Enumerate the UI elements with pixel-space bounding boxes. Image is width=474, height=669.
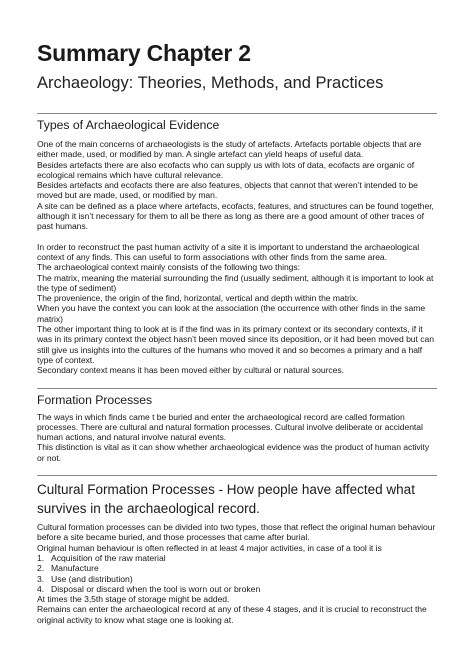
paragraph: The matrix, meaning the material surrounding the find (usually sediment, although it is important to look at the type of sediment) <box>37 272 434 293</box>
list-item <box>37 563 437 573</box>
list-number: 3. <box>37 573 45 584</box>
paragraph: One of the main concerns of archaeologists is the study of artefacts. Artefacts portable objects that are either made, used, or modified by man. A single artefact can yield heaps of useful data. <box>37 139 422 160</box>
paragraph: This distinction is vital as it can show whether archaeological evidence was the product of human activity or not. <box>37 442 430 463</box>
list-item <box>37 553 437 563</box>
list-number: 4. <box>37 583 45 594</box>
paragraph: The archaeological context mainly consists of the following two things: <box>37 262 300 273</box>
paragraph: Secondary context means it has been moved either by cultural or natural sources. <box>37 365 344 376</box>
list-text: Disposal or discard when the tool is worn out or broken <box>51 583 261 594</box>
section-heading: Formation Processes <box>37 392 153 407</box>
paragraph: Besides artefacts there are also ecofacts who can supply us with lots of data, ecofacts are organic of ecological remains which have cultural relevance. <box>37 159 415 180</box>
paragraph: Besides artefacts and ecofacts there are also features, objects that cannot that weren’t intended to be moved but are made, used, or modified by man. <box>37 180 418 201</box>
paragraph: The provenience, the origin of the find, horizontal, vertical and depth within the matrix. <box>37 293 359 304</box>
list-number: 1. <box>37 552 45 563</box>
paragraph: A site can be defined as a place where artefacts, ecofacts, features, and structures can be found together, although it isn’t necessary for them to all be there as long as there are a good amount of other traces of past humans. <box>37 200 434 232</box>
document-subtitle: Archaeology: Theories, Methods, and Practices <box>37 74 384 92</box>
paragraph: The other important thing to look at is if the find was in its primary context or its secondary contexts, if it was in its primary context the object hasn’t been moved since its deposition, or it had been moved but can still give us insights into the cultures of the humans who moved it and so becomes a primary and a half type of context. <box>37 324 434 365</box>
text-block <box>37 242 437 376</box>
section-heading: Types of Archaeological Evidence <box>37 118 220 132</box>
paragraph: Remains can enter the archaeological record at any of these 4 stages, and it is crucial to reconstruct the original activity to know what stage one is looking at. <box>37 604 427 625</box>
paragraph: Cultural formation processes can be divided into two types, those that reflect the original human behaviour before a site became buried, and those processes that came after burial. <box>37 522 436 543</box>
paragraph: Original human behaviour is often reflected in at least 4 major activities, in case of a tool it is <box>37 542 382 553</box>
list-text: Manufacture <box>51 563 99 574</box>
list-item <box>37 574 437 584</box>
text-block <box>37 412 437 463</box>
section-cultural-formation-processes <box>37 475 437 625</box>
section-formation-processes <box>37 388 437 463</box>
list-text: Acquisition of the raw material <box>51 552 166 563</box>
text-block <box>37 522 437 625</box>
paragraph: When you have the context you can look at the association (the occurrence with other finds in the same matrix) <box>37 303 426 324</box>
paragraph: The ways in which finds came t be buried and enter the archaeological record are called formation processes. There are cultural and natural formation processes. Cultural involve deliberate or accidental human actions, and natural involve natural events. <box>37 411 423 443</box>
list-number: 2. <box>37 563 45 574</box>
paragraph: At times the 3,5th stage of storage might be added. <box>37 594 230 605</box>
section-archaeological-evidence <box>37 113 437 376</box>
document-title: Summary Chapter 2 <box>37 40 251 66</box>
list-item <box>37 584 437 594</box>
paragraph: In order to reconstruct the past human activity of a site it is important to understand the archaeological context of any finds. This can useful to form associations with other finds from the same area. <box>37 241 420 262</box>
activity-list <box>37 553 437 594</box>
section-heading: Cultural Formation Processes - How people have affected what survives in the archaeological record. <box>37 482 415 517</box>
text-block <box>37 139 437 232</box>
list-text: Use (and distribution) <box>51 573 133 584</box>
